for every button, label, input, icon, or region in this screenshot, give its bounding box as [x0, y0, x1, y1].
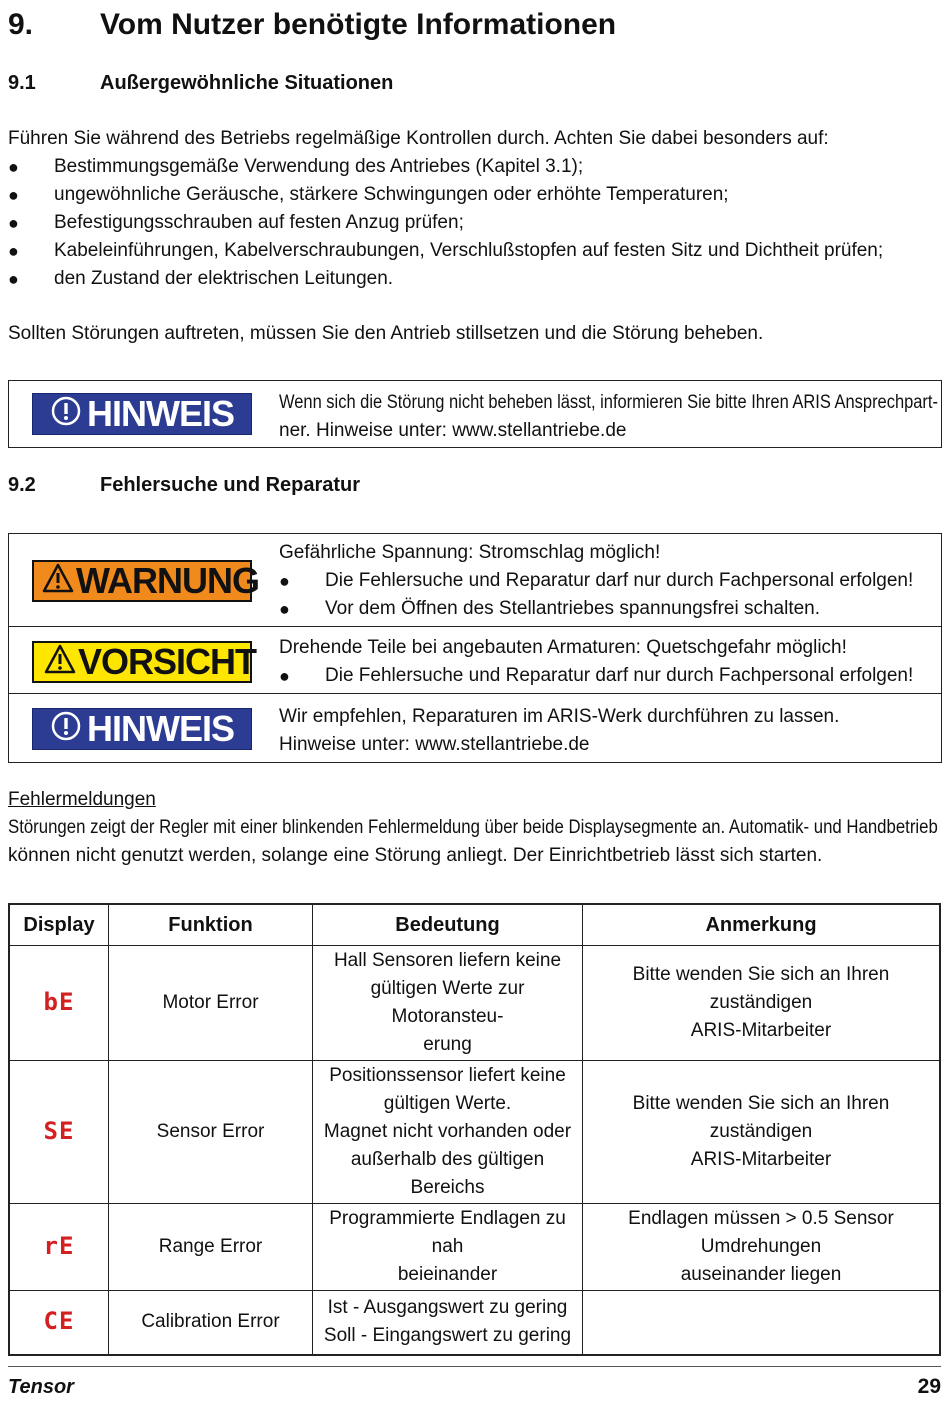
outro-text: Sollten Störungen auftreten, müssen Sie den Antrieb stillsetzen und die Störung beheben.: [8, 323, 764, 344]
footer-divider: [8, 1366, 941, 1367]
table-header-row: [9, 904, 940, 946]
anmerkung-cell: [583, 1291, 941, 1355]
funktion-cell: Motor Error: [109, 946, 313, 1061]
chapter-number: 9.: [8, 8, 34, 41]
exclamation-circle-icon: [51, 393, 81, 435]
exclamation-circle-icon: [51, 708, 81, 750]
funktion-cell: Calibration Error: [109, 1291, 313, 1355]
warnung-box: WARNUNG Gefährliche Spannung: Stromschlag möglich! ● Die Fehlersuche und Reparatur darf nur durch Fachpersonal erfolgen! ● Vor dem Öffnen des Stellantriebes spannungsfrei schalten.: [8, 533, 942, 627]
bedeutung-cell: Hall Sensoren liefern keine gültigen Werte zur Motoransteu- erung: [313, 946, 583, 1061]
table-row: [9, 1204, 940, 1291]
table-row: [9, 1061, 940, 1204]
display-code: bE: [9, 946, 109, 1061]
chapter-title: Vom Nutzer benötigte Informationen: [100, 8, 617, 41]
funktion-cell: Range Error: [109, 1204, 313, 1291]
bedeutung-cell: Ist - Ausgangswert zu gering Soll - Eingangswert zu gering: [313, 1291, 583, 1355]
bedeutung-cell: Programmierte Endlagen zu nah beieinander: [313, 1204, 583, 1291]
vorsicht-line: Drehende Teile bei angebauten Armaturen: Quetschgefahr möglich!: [279, 637, 847, 658]
column-header: Funktion: [109, 904, 313, 946]
hinweis-box: [8, 693, 942, 763]
anmerkung-cell: Bitte wenden Sie sich an Ihren zuständigen ARIS-Mitarbeiter: [583, 946, 941, 1061]
hinweis-line: Wir empfehlen, Reparaturen im ARIS-Werk durchführen zu lassen.: [279, 706, 840, 727]
bedeutung-cell: Positionssensor liefert keine gültigen Werte. Magnet nicht vorhanden oder außerhalb des gültigen Bereichs: [313, 1061, 583, 1204]
footer-product: Tensor: [8, 1376, 74, 1398]
column-header: Anmerkung: [583, 904, 941, 946]
anmerkung-cell: Endlagen müssen > 0.5 Sensor Umdrehungen auseinander liegen: [583, 1204, 941, 1291]
intro-text: Führen Sie während des Betriebs regelmäßige Kontrollen durch. Achten Sie dabei besonders auf:: [8, 128, 829, 149]
notice-line: Wenn sich die Störung nicht beheben lässt, informieren Sie bitte Ihren ARIS Ansprechpart-: [279, 392, 938, 413]
display-code: SE: [9, 1061, 109, 1204]
hinweis-badge: HINWEIS: [32, 393, 252, 435]
warning-triangle-icon: [44, 641, 76, 683]
error-table: [8, 903, 941, 1356]
fehlermeldungen-text: können nicht genutzt werden, solange eine Störung anliegt. Der Einrichtbetrieb lässt sich starten.: [8, 845, 823, 866]
notice-line: ner. Hinweise unter: www.stellantriebe.de: [279, 420, 627, 441]
funktion-cell: Sensor Error: [109, 1061, 313, 1204]
warning-triangle-icon: [42, 560, 74, 602]
fehlermeldungen-text: Störungen zeigt der Regler mit einer blinkenden Fehlermeldung über beide Displaysegmente an. Automatik- und Handbetrieb: [8, 817, 938, 838]
warnung-badge: WARNUNG: [32, 560, 252, 602]
table-row: [9, 1291, 940, 1355]
hinweis-line: Hinweise unter: www.stellantriebe.de: [279, 734, 590, 755]
column-header: Display: [9, 904, 109, 946]
warnung-line: Gefährliche Spannung: Stromschlag möglich!: [279, 542, 661, 563]
fehlermeldungen-title: Fehlermeldungen: [8, 789, 156, 810]
vorsicht-badge: VORSICHT: [32, 641, 252, 683]
display-code: rE: [9, 1204, 109, 1291]
hinweis-badge: HINWEIS: [32, 708, 252, 750]
hinweis-notice-box: [8, 380, 942, 448]
anmerkung-cell: Bitte wenden Sie sich an Ihren zuständigen ARIS-Mitarbeiter: [583, 1061, 941, 1204]
page-number: 29: [917, 1375, 941, 1398]
column-header: Bedeutung: [313, 904, 583, 946]
section-number: 9.1: [8, 72, 36, 94]
section-number: 9.2: [8, 474, 36, 496]
section-title: Außergewöhnliche Situationen: [100, 72, 394, 94]
display-code: CE: [9, 1291, 109, 1355]
table-row: [9, 946, 940, 1061]
vorsicht-box: VORSICHT Drehende Teile bei angebauten Armaturen: Quetschgefahr möglich! ● Die Fehlersuche und Reparatur darf nur durch Fachpersonal erfolgen!: [8, 626, 942, 694]
section-title: Fehlersuche und Reparatur: [100, 474, 361, 496]
